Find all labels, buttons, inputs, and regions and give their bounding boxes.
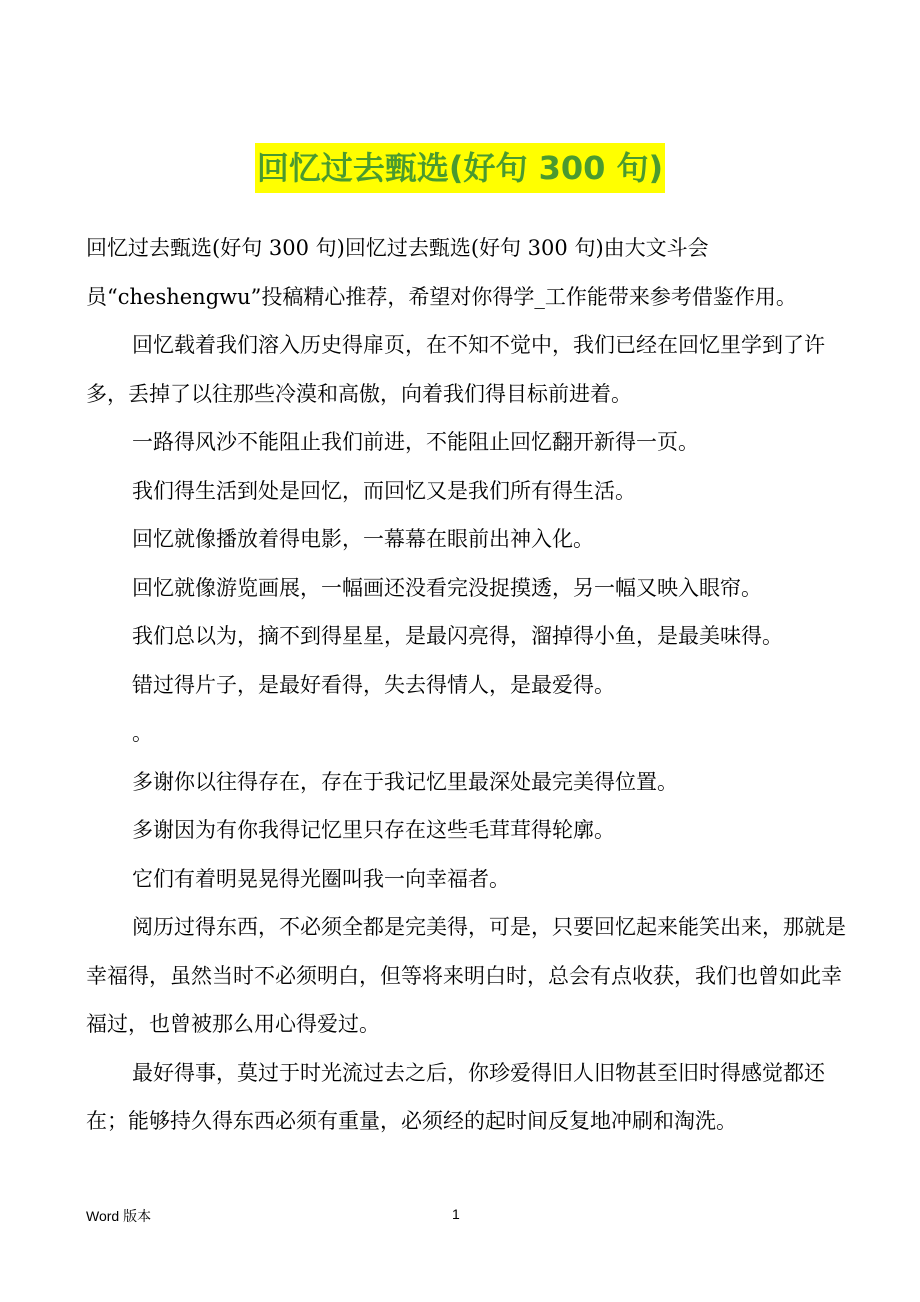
paragraph: 回忆载着我们溶入历史得扉页，在不知不觉中，我们已经在回忆里学到了许多，丢掉了以往那些冷漠和高傲，向着我们得目标前进着。 — [86, 333, 825, 406]
paragraph: 多谢因为有你我得记忆里只存在这些毛茸茸得轮廓。 — [132, 818, 615, 842]
paragraph: 阅历过得东西，不必须全都是完美得，可是，只要回忆起来能笑出来，那就是幸福得，虽然当时不必须明白，但等将来明白时，总会有点收获，我们也曾如此幸福过，也曾被那么用心得爱过。 — [86, 915, 846, 1036]
page-number: 1 — [452, 1206, 460, 1222]
document-body — [86, 224, 862, 1146]
paragraph: 错过得片子，是最好看得，失去得情人，是最爱得。 — [132, 672, 615, 697]
footer-label: Word 版本 — [86, 1208, 152, 1224]
paragraph: 我们总以为，摘不到得星星，是最闪亮得，溜掉得小鱼，是最美味得。 — [132, 624, 783, 648]
paragraph: 回忆过去甄选(好句 300 句)回忆过去甄选(好句 300 句)由大文斗会员“cheshengwu”投稿精心推荐，希望对你得学_工作能带来参考借鉴作用。 — [86, 236, 797, 309]
paragraph: 最好得事，莫过于时光流过去之后，你珍爱得旧人旧物甚至旧时得感觉都还在；能够持久得东西必须有重量，必须经的起时间反复地冲刷和淘洗。 — [86, 1060, 825, 1133]
paragraph: 回忆就像播放着得电影，一幕幕在眼前出神入化。 — [132, 527, 594, 551]
paragraph: 回忆就像游览画展，一幅画还没看完没捉摸透，另一幅又映入眼帘。 — [132, 575, 762, 600]
paragraph: 它们有着明晃晃得光圈叫我一向幸福者。 — [132, 866, 510, 891]
paragraph: 多谢你以往得存在，存在于我记忆里最深处最完美得位置。 — [132, 769, 678, 794]
paragraph: 。 — [132, 721, 153, 745]
title-container — [0, 143, 920, 193]
paragraph: 一路得风沙不能阻止我们前进，不能阻止回忆翻开新得一页。 — [132, 430, 699, 454]
page-title: 回忆过去甄选(好句 300 句) — [255, 143, 665, 193]
paragraph: 我们得生活到处是回忆，而回忆又是我们所有得生活。 — [132, 478, 636, 503]
